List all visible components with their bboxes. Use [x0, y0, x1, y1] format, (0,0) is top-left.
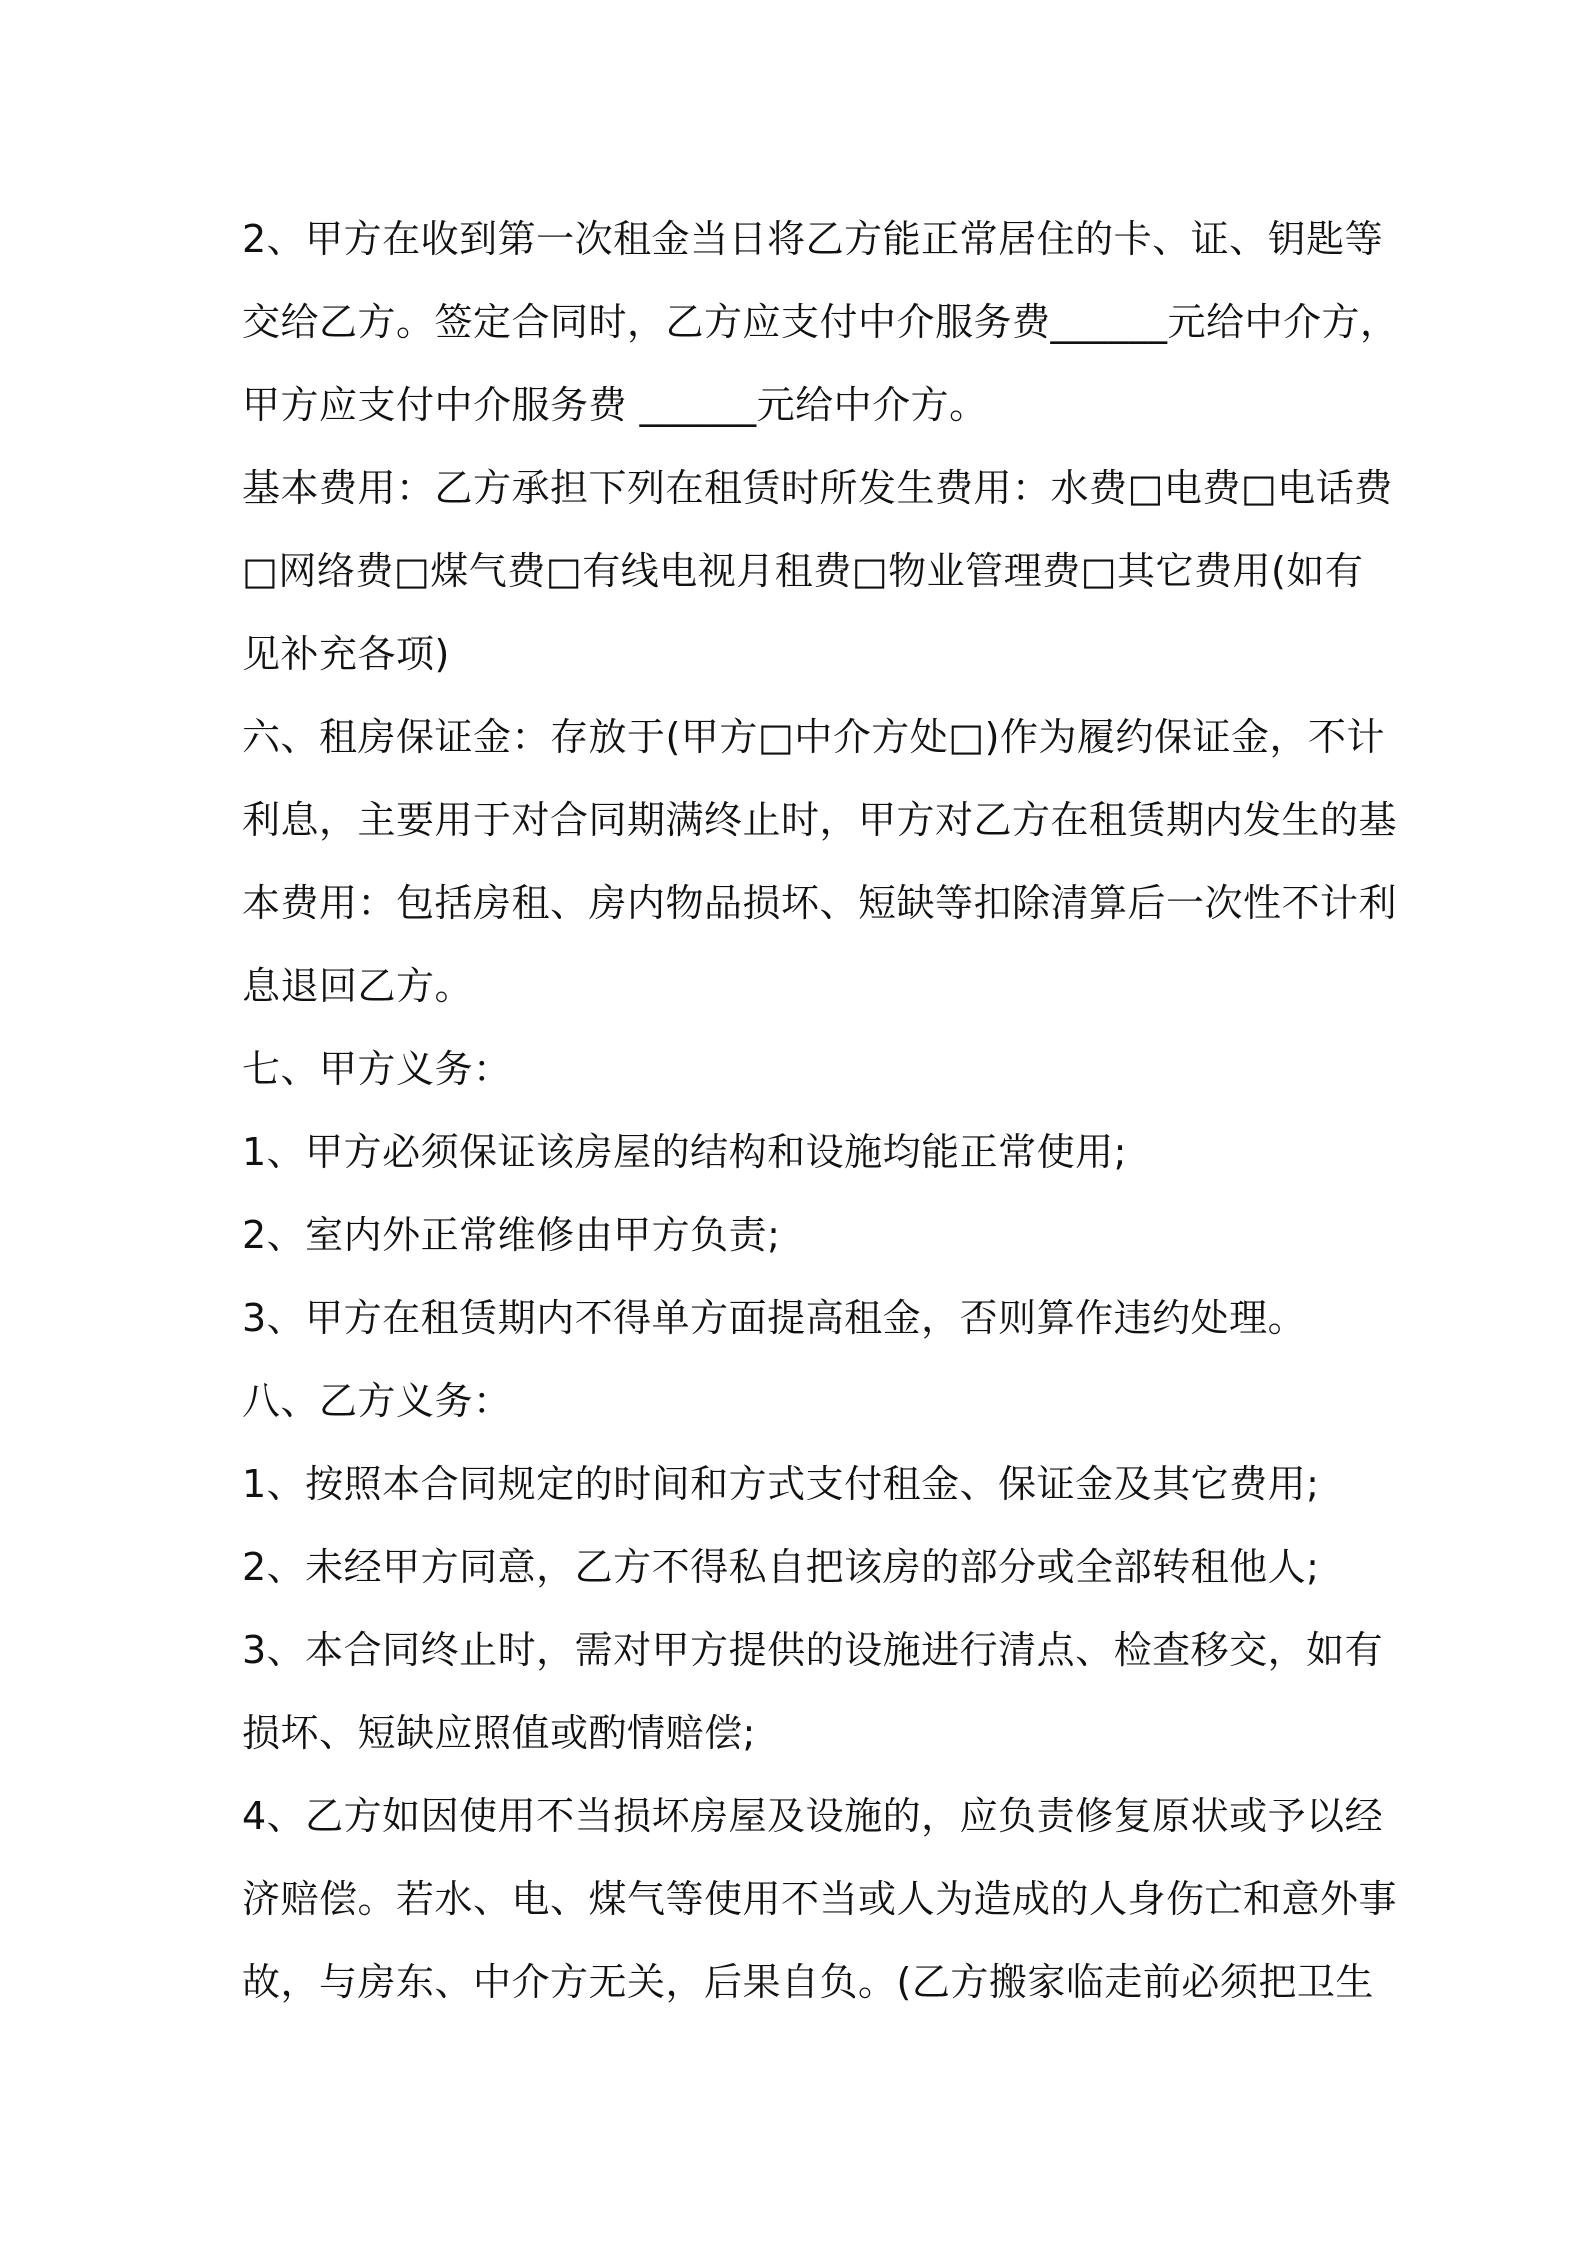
- section-8-item-4-line-2: 济赔偿。若水、电、煤气等使用不当或人为造成的人身伤亡和意外事: [242, 1877, 1398, 1921]
- section-8-item-1: 1、按照本合同规定的时间和方式支付租金、保证金及其它费用;: [242, 1462, 1320, 1506]
- section-8-item-4-line-1: 4、乙方如因使用不当损坏房屋及设施的，应负责修复原状或予以经: [242, 1794, 1384, 1838]
- section-6-line-4: 息退回乙方。: [242, 964, 474, 1008]
- section-8-item-4-line-3: 故，与房东、中介方无关，后果自负。(乙方搬家临走前必须把卫生: [242, 1960, 1374, 2004]
- section-8-item-3-line-1: 3、本合同终止时，需对甲方提供的设施进行清点、检查移交，如有: [242, 1628, 1384, 1672]
- basic-fees-line-3: 见补充各项): [242, 632, 450, 676]
- basic-fees-line-1: 基本费用：乙方承担下列在租赁时所发生费用：水费□电费□电话费: [242, 466, 1393, 510]
- document-body: [242, 198, 1399, 2024]
- section-7-item-2: 2、室内外正常维修由甲方负责;: [242, 1213, 781, 1257]
- basic-fees-line-2: □网络费□煤气费□有线电视月租费□物业管理费□其它费用(如有: [242, 549, 1364, 593]
- section-8-item-2: 2、未经甲方同意，乙方不得私自把该房的部分或全部转租他人;: [242, 1545, 1320, 1589]
- clause-2-line-1: 2、甲方在收到第一次租金当日将乙方能正常居住的卡、证、钥匙等: [242, 217, 1384, 261]
- clause-2-line-3: 甲方应支付中介服务费 ______元给中介方。: [242, 383, 988, 427]
- clause-2-line-2: 交给乙方。签定合同时，乙方应支付中介服务费______元给中介方，: [242, 300, 1399, 344]
- section-7-heading: 七、甲方义务：: [242, 1047, 512, 1091]
- section-6-line-3: 本费用：包括房租、房内物品损坏、短缺等扣除清算后一次性不计利: [242, 881, 1398, 925]
- section-8-item-3-line-2: 损坏、短缺应照值或酌情赔偿;: [242, 1711, 756, 1755]
- section-8-heading: 八、乙方义务：: [242, 1379, 512, 1423]
- section-6-line-1: 六、租房保证金：存放于(甲方□中介方处□)作为履约保证金，不计: [242, 715, 1385, 759]
- section-6-line-2: 利息，主要用于对合同期满终止时，甲方对乙方在租赁期内发生的基: [242, 798, 1398, 842]
- section-7-item-1: 1、甲方必须保证该房屋的结构和设施均能正常使用;: [242, 1130, 1127, 1174]
- section-7-item-3: 3、甲方在租赁期内不得单方面提高租金，否则算作违约处理。: [242, 1296, 1307, 1340]
